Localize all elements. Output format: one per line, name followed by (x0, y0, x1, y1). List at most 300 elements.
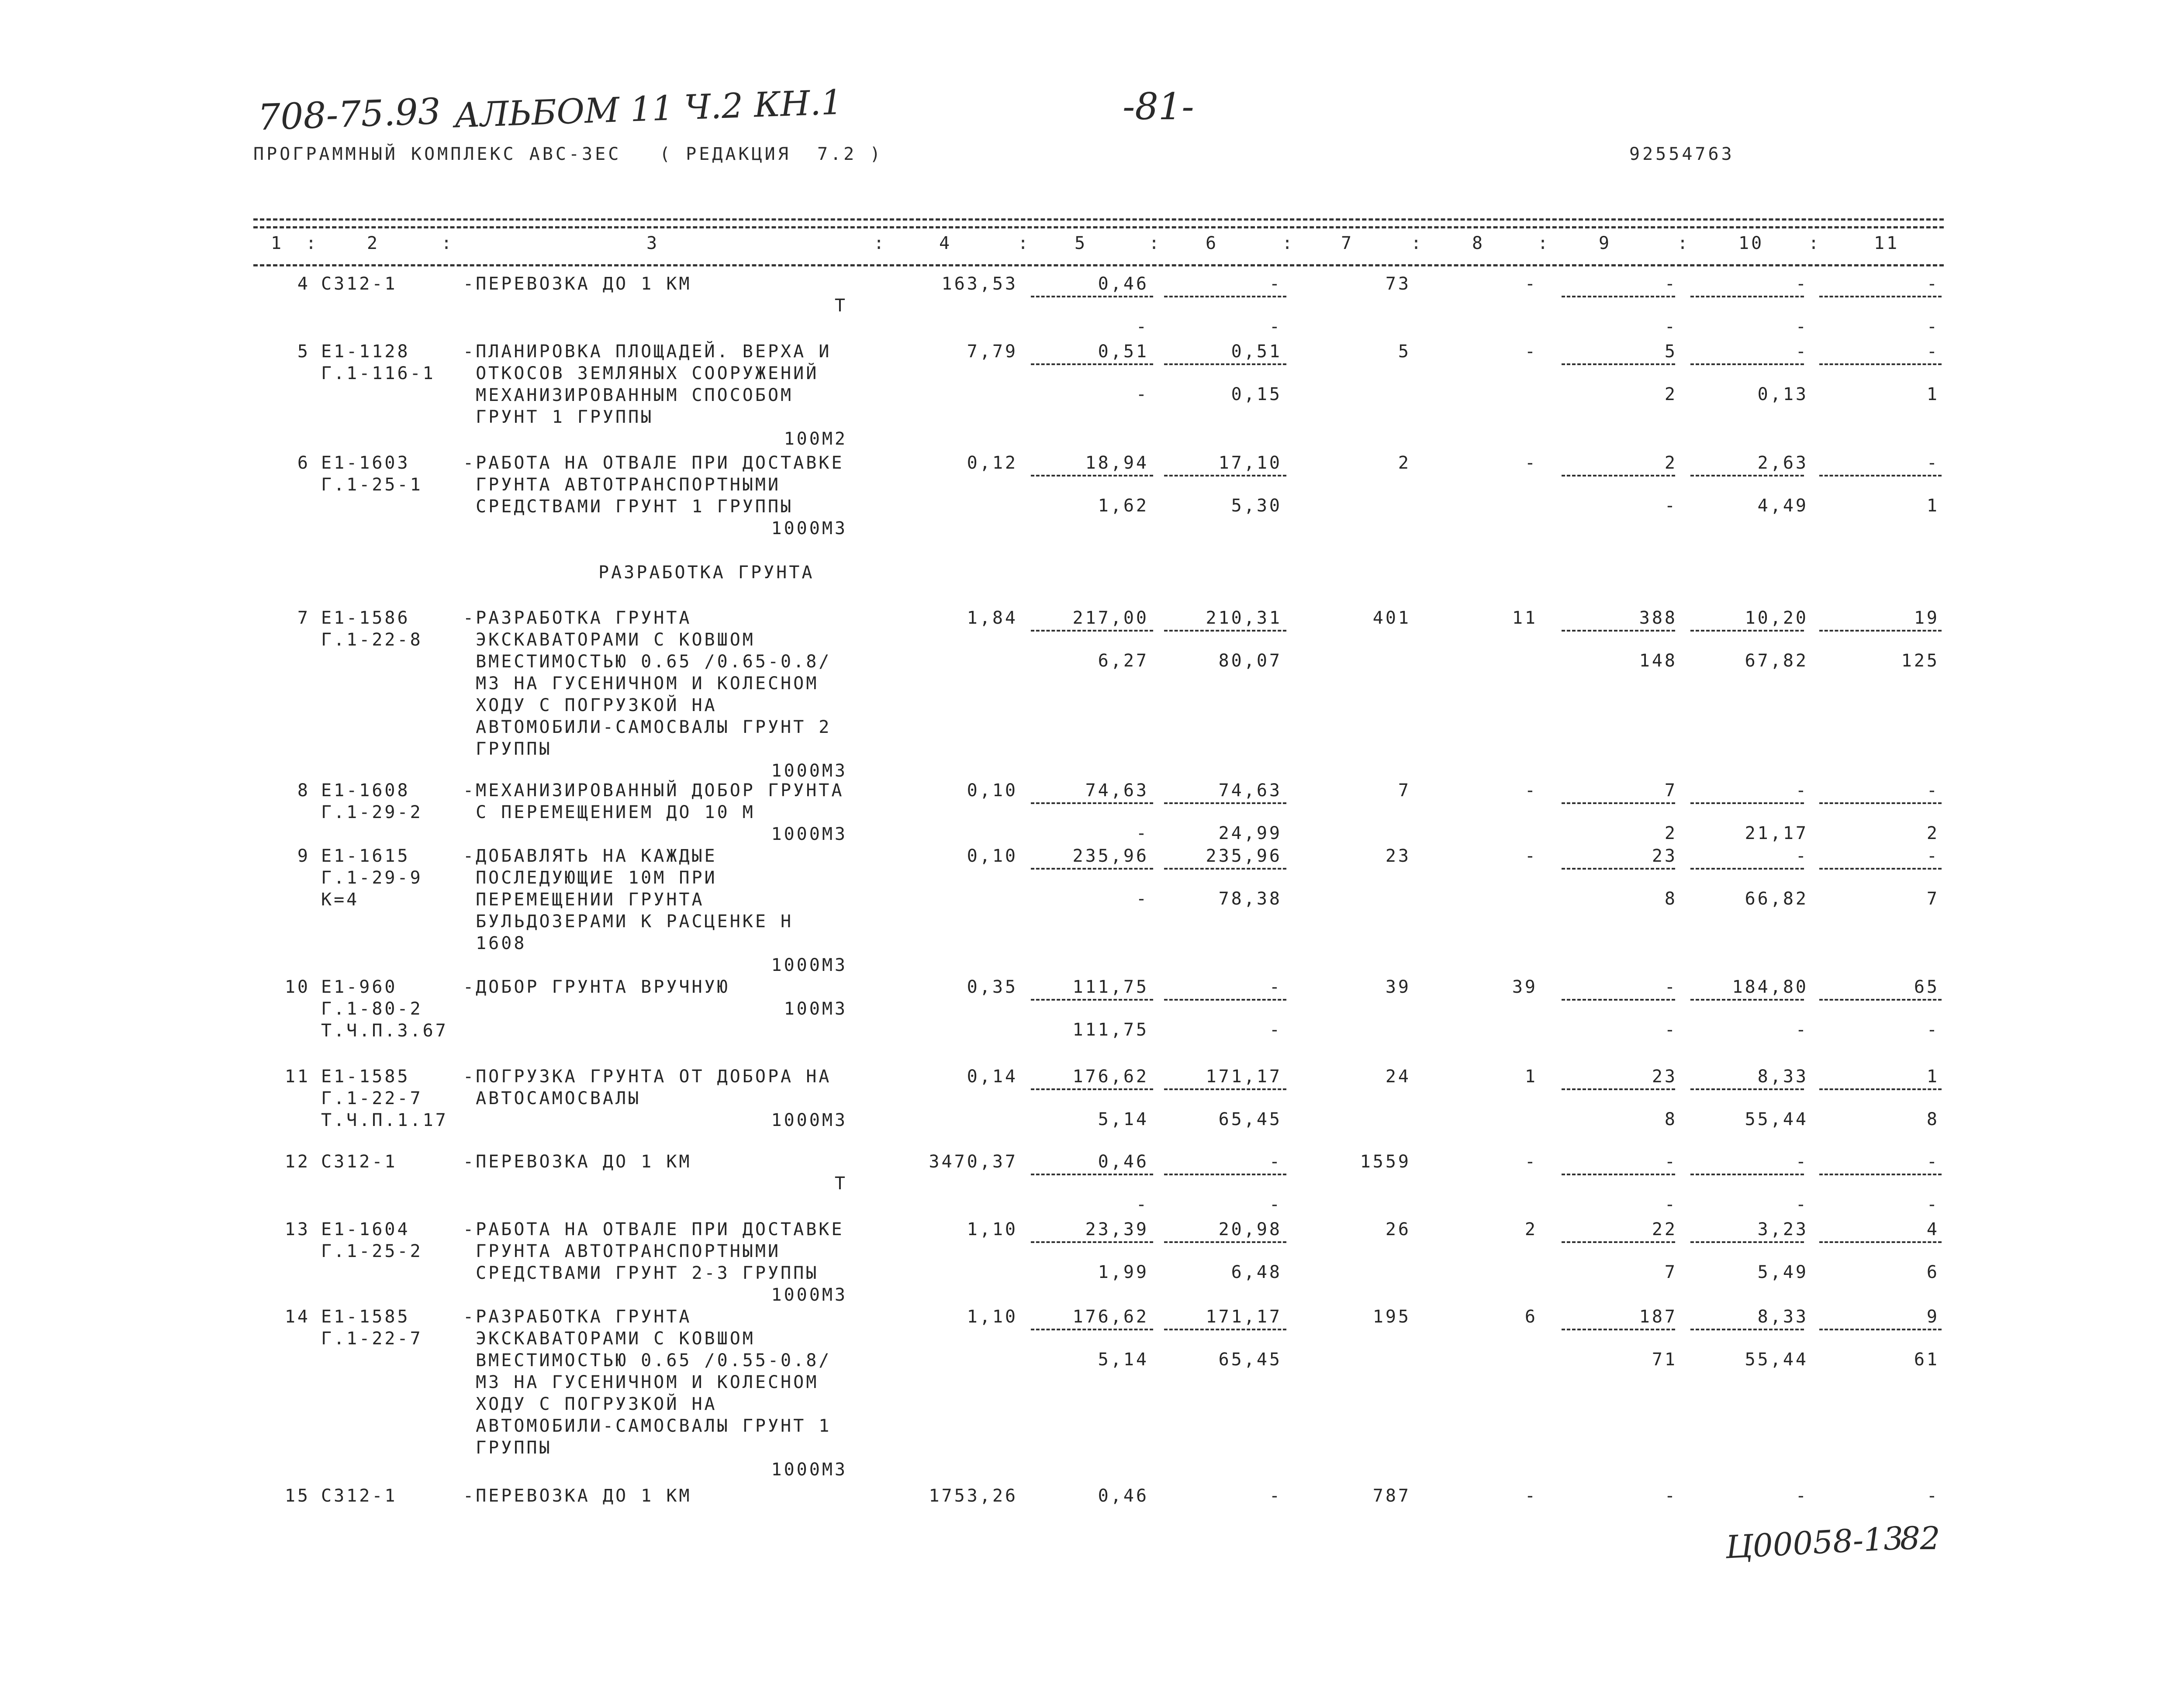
value-cell-col11: - (1926, 1152, 1939, 1172)
value-cell-col5: 23,39 (1085, 1219, 1149, 1240)
norm-code: Г.1-22-7 (321, 1088, 423, 1108)
cell-divider (1164, 296, 1286, 297)
value-cell-col9-lower: 2 (1664, 384, 1677, 404)
value-cell-col6: - (1269, 977, 1282, 997)
work-description-line: -РАБОТА НА ОТВАЛЕ ПРИ ДОСТАВКЕ (463, 453, 844, 473)
norm-code: Г.1-116-1 (321, 363, 435, 383)
value-cell-col8: 11 (1512, 608, 1538, 628)
value-cell-col11-lower: 61 (1914, 1350, 1939, 1370)
value-cell-col7: 7 (1398, 780, 1411, 801)
cell-divider (1031, 802, 1153, 804)
work-description-line: -МЕХАНИЗИРОВАННЫЙ ДОБОР ГРУНТА (463, 780, 844, 801)
value-cell-col7: 401 (1372, 608, 1411, 628)
unit-of-measure: 1000М3 (771, 761, 847, 781)
value-cell-col9: 23 (1652, 1067, 1677, 1087)
value-cell-col6-lower: 0,15 (1231, 384, 1282, 404)
cell-divider (1164, 630, 1286, 632)
unit-of-measure: 1000М3 (771, 1285, 847, 1305)
value-cell-col10: 8,33 (1757, 1067, 1808, 1087)
value-cell-col5: 0,46 (1098, 1152, 1149, 1172)
unit-of-measure: 1000М3 (771, 1460, 847, 1480)
work-description-line: ХОДУ С ПОГРУЗКОЙ НА (463, 1394, 717, 1414)
work-description-line: ВМЕСТИМОСТЬЮ 0.65 /0.65-0.8/ (463, 652, 832, 672)
quantity-cell: 163,53 (941, 274, 1018, 294)
value-cell-col9: 5 (1664, 342, 1677, 362)
cell-divider (1031, 630, 1153, 632)
norm-code: Г.1-29-2 (321, 802, 423, 822)
work-description-line: ГРУНТ 1 ГРУППЫ (463, 407, 654, 427)
value-cell-col11-lower: - (1926, 317, 1939, 337)
value-cell-col5-lower: 1,62 (1098, 496, 1149, 516)
value-cell-col6: 74,63 (1218, 780, 1282, 801)
row-number: 15 (284, 1486, 310, 1506)
value-cell-col11-lower: 7 (1926, 889, 1939, 909)
cell-divider (1562, 1088, 1675, 1090)
unit-of-measure: Т (834, 296, 847, 316)
value-cell-col11-lower: 2 (1926, 823, 1939, 843)
value-cell-col7: 787 (1372, 1486, 1411, 1506)
row-number: 8 (297, 780, 310, 801)
cell-divider (1819, 363, 1942, 365)
value-cell-col8: 6 (1524, 1307, 1538, 1327)
work-description-line: 1608 (463, 933, 527, 953)
table-top-rule (253, 218, 1944, 221)
norm-code: Т.Ч.П.1.17 (321, 1110, 448, 1130)
value-cell-col8: - (1524, 846, 1538, 866)
value-cell-col9: 2 (1664, 453, 1677, 473)
value-cell-col11-lower: 1 (1926, 384, 1939, 404)
value-cell-col11-lower: 8 (1926, 1109, 1939, 1129)
handwritten-stamp-code: Ц00058-13 (1724, 1519, 1904, 1566)
cell-divider (1690, 363, 1804, 365)
value-cell-col6-lower: 78,38 (1218, 889, 1282, 909)
work-description-line: ГРУППЫ (463, 739, 552, 759)
value-cell-col5: 0,46 (1098, 1486, 1149, 1506)
value-cell-col10-lower: - (1795, 1020, 1808, 1040)
value-cell-col5-lower: - (1136, 317, 1149, 337)
work-description-line: -РАБОТА НА ОТВАЛЕ ПРИ ДОСТАВКЕ (463, 1219, 844, 1240)
value-cell-col10: 3,23 (1757, 1219, 1808, 1240)
value-cell-col6: - (1269, 274, 1282, 294)
value-cell-col7: 195 (1372, 1307, 1411, 1327)
work-description-line: АВТОМОБИЛИ-САМОСВАЛЫ ГРУНТ 1 (463, 1416, 832, 1436)
cell-divider (1690, 802, 1804, 804)
cell-divider (1819, 475, 1942, 477)
work-description-line: ВМЕСТИМОСТЬЮ 0.65 /0.55-0.8/ (463, 1350, 832, 1371)
column-separator: : (441, 233, 454, 253)
value-cell-col10-lower: 66,82 (1745, 889, 1808, 909)
value-cell-col10-lower: - (1795, 317, 1808, 337)
column-separator: : (1538, 233, 1551, 253)
cell-divider (1164, 1174, 1286, 1175)
work-description-line: -РАЗРАБОТКА ГРУНТА (463, 1307, 692, 1327)
cell-divider (1031, 1329, 1153, 1330)
value-cell-col10: 8,33 (1757, 1307, 1808, 1327)
value-cell-col11-lower: 1 (1926, 496, 1939, 516)
cell-divider (1819, 1241, 1942, 1243)
table-top-rule-2 (253, 226, 1944, 228)
value-cell-col7: 24 (1385, 1067, 1411, 1087)
row-number: 12 (284, 1152, 310, 1172)
value-cell-col7: 73 (1385, 274, 1411, 294)
value-cell-col6-lower: 65,45 (1218, 1350, 1282, 1370)
quantity-cell: 0,35 (967, 977, 1018, 997)
cell-divider (1690, 999, 1804, 1001)
column-header-4: 4 (939, 233, 952, 253)
cell-divider (1819, 1174, 1942, 1175)
cell-divider (1690, 1329, 1804, 1330)
value-cell-col5-lower: 1,99 (1098, 1262, 1149, 1282)
value-cell-col10-lower: 5,49 (1757, 1262, 1808, 1282)
value-cell-col9-lower: 71 (1652, 1350, 1677, 1370)
row-number: 13 (284, 1219, 310, 1240)
work-description-line: АВТОСАМОСВАЛЫ (463, 1088, 641, 1108)
cell-divider (1690, 1241, 1804, 1243)
cell-divider (1819, 1329, 1942, 1330)
value-cell-col5: 0,51 (1098, 342, 1149, 362)
cell-divider (1164, 475, 1286, 477)
column-header-9: 9 (1599, 233, 1612, 253)
norm-code: Г.1-25-2 (321, 1241, 423, 1261)
column-header-row (0, 232, 2184, 259)
cell-divider (1819, 1088, 1942, 1090)
work-description-line: М3 НА ГУСЕНИЧНОМ И КОЛЕСНОМ (463, 673, 819, 694)
row-number: 14 (284, 1307, 310, 1327)
value-cell-col7: 23 (1385, 846, 1411, 866)
value-cell-col8: - (1524, 780, 1538, 801)
value-cell-col9-lower: - (1664, 317, 1677, 337)
value-cell-col5: 74,63 (1085, 780, 1149, 801)
work-description-line: -ПЛАНИРОВКА ПЛОЩАДЕЙ. ВЕРХА И (463, 342, 832, 362)
quantity-cell: 1,10 (967, 1219, 1018, 1240)
value-cell-col6: 171,17 (1206, 1067, 1282, 1087)
row-number: 9 (297, 846, 310, 866)
value-cell-col9: - (1664, 1152, 1677, 1172)
norm-code: Е1-1586 (321, 608, 410, 628)
value-cell-col5-lower: 111,75 (1072, 1020, 1149, 1040)
edition: ( РЕДАКЦИЯ 7.2 ) (660, 144, 883, 164)
unit-of-measure: 1000М3 (771, 955, 847, 975)
quantity-cell: 1753,26 (929, 1486, 1018, 1506)
row-number: 7 (297, 608, 310, 628)
value-cell-col11: 65 (1914, 977, 1939, 997)
cell-divider (1164, 1329, 1286, 1330)
work-description-line: ПОСЛЕДУЮЩИЕ 10М ПРИ (463, 868, 717, 888)
cell-divider (1562, 630, 1675, 632)
document-number: 92554763 (1629, 144, 1735, 164)
value-cell-col8: - (1524, 1152, 1538, 1172)
cell-divider (1164, 1241, 1286, 1243)
value-cell-col11: - (1926, 780, 1939, 801)
cell-divider (1819, 802, 1942, 804)
value-cell-col5-lower: 5,14 (1098, 1109, 1149, 1129)
value-cell-col10-lower: 67,82 (1745, 651, 1808, 671)
norm-code: Г.1-29-9 (321, 868, 423, 888)
cell-divider (1690, 1174, 1804, 1175)
value-cell-col10: - (1795, 342, 1808, 362)
value-cell-col5: 0,46 (1098, 274, 1149, 294)
work-description-line: М3 НА ГУСЕНИЧНОМ И КОЛЕСНОМ (463, 1372, 819, 1392)
value-cell-col10-lower: 55,44 (1745, 1350, 1808, 1370)
quantity-cell: 7,79 (967, 342, 1018, 362)
norm-code: С312-1 (321, 1486, 397, 1506)
value-cell-col6-lower: 65,45 (1218, 1109, 1282, 1129)
program-name: ПРОГРАММНЫЙ КОМПЛЕКС АВС-3ЕС (253, 144, 622, 164)
value-cell-col11-lower: - (1926, 1195, 1939, 1215)
value-cell-col11: 19 (1914, 608, 1939, 628)
value-cell-col7: 39 (1385, 977, 1411, 997)
column-header-3: 3 (646, 233, 660, 253)
column-header-11: 11 (1874, 233, 1900, 253)
value-cell-col5-lower: - (1136, 1195, 1149, 1215)
norm-code: Е1-1603 (321, 453, 410, 473)
cell-divider (1562, 296, 1675, 297)
value-cell-col7: 2 (1398, 453, 1411, 473)
handwritten-page-number: -81- (1123, 85, 1194, 128)
norm-code: Г.1-80-2 (321, 999, 423, 1019)
cell-divider (1690, 630, 1804, 632)
quantity-cell: 0,10 (967, 846, 1018, 866)
norm-code: Е1-1604 (321, 1219, 410, 1240)
column-separator: : (874, 233, 887, 253)
column-separator: : (1282, 233, 1295, 253)
value-cell-col10-lower: 4,49 (1757, 496, 1808, 516)
value-cell-col5-lower: 5,14 (1098, 1350, 1149, 1370)
cell-divider (1819, 868, 1942, 870)
value-cell-col9: - (1664, 274, 1677, 294)
value-cell-col6-lower: 80,07 (1218, 651, 1282, 671)
handwritten-album: АЛЬБОМ 11 Ч.2 КН.1 (453, 83, 843, 136)
unit-of-measure: Т (834, 1174, 847, 1194)
value-cell-col9-lower: - (1664, 496, 1677, 516)
work-description-line: -ПЕРЕВОЗКА ДО 1 КМ (463, 1152, 692, 1172)
value-cell-col8: 1 (1524, 1067, 1538, 1087)
value-cell-col11: 4 (1926, 1219, 1939, 1240)
value-cell-col9: 22 (1652, 1219, 1677, 1240)
column-separator: : (1808, 233, 1821, 253)
value-cell-col11-lower: 125 (1901, 651, 1939, 671)
value-cell-col9-lower: 8 (1664, 889, 1677, 909)
cell-divider (1690, 296, 1804, 297)
value-cell-col10: - (1795, 846, 1808, 866)
work-description-line: -ПЕРЕВОЗКА ДО 1 КМ (463, 274, 692, 294)
value-cell-col5-lower: - (1136, 823, 1149, 843)
value-cell-col6-lower: - (1269, 1195, 1282, 1215)
row-number: 4 (297, 274, 310, 294)
value-cell-col10: 2,63 (1757, 453, 1808, 473)
cell-divider (1562, 1174, 1675, 1175)
value-cell-col9-lower: 2 (1664, 823, 1677, 843)
cell-divider (1562, 868, 1675, 870)
value-cell-col9-lower: - (1664, 1195, 1677, 1215)
value-cell-col5-lower: - (1136, 889, 1149, 909)
quantity-cell: 3470,37 (929, 1152, 1018, 1172)
value-cell-col9: - (1664, 977, 1677, 997)
value-cell-col6: - (1269, 1486, 1282, 1506)
quantity-cell: 0,12 (967, 453, 1018, 473)
work-description-line: С ПЕРЕМЕЩЕНИЕМ ДО 10 М (463, 802, 755, 822)
unit-of-measure: 1000М3 (771, 824, 847, 844)
column-header-6: 6 (1206, 233, 1219, 253)
value-cell-col11: - (1926, 1486, 1939, 1506)
value-cell-col6: 20,98 (1218, 1219, 1282, 1240)
cell-divider (1562, 1329, 1675, 1330)
value-cell-col5: 18,94 (1085, 453, 1149, 473)
cell-divider (1819, 296, 1942, 297)
column-header-7: 7 (1341, 233, 1354, 253)
value-cell-col5: 111,75 (1072, 977, 1149, 997)
value-cell-col11: 9 (1926, 1307, 1939, 1327)
work-description-line: ПЕРЕМЕЩЕНИИ ГРУНТА (463, 890, 705, 910)
unit-of-measure: 100М2 (784, 429, 847, 449)
column-separator: : (1677, 233, 1690, 253)
value-cell-col9-lower: 8 (1664, 1109, 1677, 1129)
value-cell-col10-lower: 55,44 (1745, 1109, 1808, 1129)
column-header-10: 10 (1738, 233, 1764, 253)
work-description-line: ГРУНТА АВТОТРАНСПОРТНЫМИ (463, 1241, 781, 1261)
column-separator: : (1149, 233, 1162, 253)
value-cell-col6: 210,31 (1206, 608, 1282, 628)
cell-divider (1562, 999, 1675, 1001)
value-cell-col10: - (1795, 1486, 1808, 1506)
cell-divider (1031, 999, 1153, 1001)
unit-of-measure: 1000М3 (771, 1110, 847, 1130)
norm-code: Г.1-25-1 (321, 475, 423, 495)
value-cell-col11: - (1926, 846, 1939, 866)
handwritten-doc-code: 708-75.93 (257, 90, 442, 139)
value-cell-col7: 1559 (1360, 1152, 1411, 1172)
row-number: 11 (284, 1067, 310, 1087)
column-header-5: 5 (1075, 233, 1088, 253)
value-cell-col11: - (1926, 274, 1939, 294)
value-cell-col8: 39 (1512, 977, 1538, 997)
value-cell-col6-lower: - (1269, 317, 1282, 337)
value-cell-col6: 235,96 (1206, 846, 1282, 866)
norm-code: Е1-960 (321, 977, 397, 997)
value-cell-col5: 176,62 (1072, 1067, 1149, 1087)
value-cell-col10: 10,20 (1745, 608, 1808, 628)
value-cell-col7: 5 (1398, 342, 1411, 362)
quantity-cell: 0,10 (967, 780, 1018, 801)
work-description-line: ГРУППЫ (463, 1438, 552, 1458)
column-header-1: 1 (271, 233, 284, 253)
work-description-line: БУЛЬДОЗЕРАМИ К РАСЦЕНКЕ Н (463, 912, 794, 932)
value-cell-col8: 2 (1524, 1219, 1538, 1240)
value-cell-col6: 17,10 (1218, 453, 1282, 473)
row-number: 10 (284, 977, 310, 997)
cell-divider (1690, 475, 1804, 477)
work-description-line: ХОДУ С ПОГРУЗКОЙ НА (463, 695, 717, 715)
work-description-line: -ДОБОР ГРУНТА ВРУЧНУЮ (463, 977, 730, 997)
cell-divider (1031, 475, 1153, 477)
work-description-line: ГРУНТА АВТОТРАНСПОРТНЫМИ (463, 475, 781, 495)
value-cell-col11-lower: - (1926, 1020, 1939, 1040)
quantity-cell: 1,84 (967, 608, 1018, 628)
work-description-line: ЭКСКАВАТОРАМИ С КОВШОМ (463, 1329, 755, 1349)
work-description-line: ОТКОСОВ ЗЕМЛЯНЫХ СООРУЖЕНИЙ (463, 363, 819, 383)
value-cell-col10: 184,80 (1732, 977, 1808, 997)
value-cell-col10-lower: - (1795, 1195, 1808, 1215)
value-cell-col5-lower: - (1136, 384, 1149, 404)
work-description-line: -ПОГРУЗКА ГРУНТА ОТ ДОБОРА НА (463, 1067, 832, 1087)
work-description-line: МЕХАНИЗИРОВАННЫМ СПОСОБОМ (463, 385, 794, 405)
value-cell-col9-lower: 7 (1664, 1262, 1677, 1282)
cell-divider (1031, 363, 1153, 365)
unit-of-measure: 1000М3 (771, 518, 847, 539)
value-cell-col5: 235,96 (1072, 846, 1149, 866)
value-cell-col8: - (1524, 453, 1538, 473)
value-cell-col8: - (1524, 342, 1538, 362)
value-cell-col6: 0,51 (1231, 342, 1282, 362)
value-cell-col9: 23 (1652, 846, 1677, 866)
cell-divider (1164, 868, 1286, 870)
cell-divider (1819, 999, 1942, 1001)
column-header-2: 2 (367, 233, 380, 253)
work-description-line: СРЕДСТВАМИ ГРУНТ 2-3 ГРУППЫ (463, 1263, 819, 1283)
value-cell-col10-lower: 0,13 (1757, 384, 1808, 404)
table-header-rule (253, 264, 1944, 266)
cell-divider (1031, 1241, 1153, 1243)
cell-divider (1031, 1174, 1153, 1175)
value-cell-col9: 187 (1639, 1307, 1677, 1327)
value-cell-col7: 26 (1385, 1219, 1411, 1240)
cell-divider (1562, 475, 1675, 477)
value-cell-col11: - (1926, 453, 1939, 473)
value-cell-col8: - (1524, 1486, 1538, 1506)
cell-divider (1164, 363, 1286, 365)
column-header-8: 8 (1472, 233, 1485, 253)
value-cell-col9: 7 (1664, 780, 1677, 801)
cell-divider (1819, 630, 1942, 632)
value-cell-col10: - (1795, 780, 1808, 801)
value-cell-col6-lower: 5,30 (1231, 496, 1282, 516)
value-cell-col6: 171,17 (1206, 1307, 1282, 1327)
value-cell-col11: 1 (1926, 1067, 1939, 1087)
cell-divider (1562, 363, 1675, 365)
work-description-line: АВТОМОБИЛИ-САМОСВАЛЫ ГРУНТ 2 (463, 717, 832, 737)
norm-code: С312-1 (321, 1152, 397, 1172)
norm-code: Е1-1585 (321, 1067, 410, 1087)
handwritten-sheet-number: 82 (1900, 1520, 1940, 1557)
norm-code: Е1-1608 (321, 780, 410, 801)
work-description-line: -ПЕРЕВОЗКА ДО 1 КМ (463, 1486, 692, 1506)
value-cell-col10-lower: 21,17 (1745, 823, 1808, 843)
work-description-line: СРЕДСТВАМИ ГРУНТ 1 ГРУППЫ (463, 497, 794, 517)
value-cell-col5: 176,62 (1072, 1307, 1149, 1327)
norm-code: Е1-1128 (321, 342, 410, 362)
norm-code: К=4 (321, 890, 359, 910)
value-cell-col6-lower: 6,48 (1231, 1262, 1282, 1282)
work-description-line: -ДОБАВЛЯТЬ НА КАЖДЫЕ (463, 846, 717, 866)
cell-divider (1562, 1241, 1675, 1243)
column-separator: : (1018, 233, 1031, 253)
norm-code: Т.Ч.П.3.67 (321, 1021, 448, 1041)
value-cell-col10: - (1795, 274, 1808, 294)
value-cell-col10: - (1795, 1152, 1808, 1172)
norm-code: Е1-1615 (321, 846, 410, 866)
value-cell-col8: - (1524, 274, 1538, 294)
cell-divider (1164, 999, 1286, 1001)
cell-divider (1690, 1088, 1804, 1090)
unit-of-measure: 100М3 (784, 999, 847, 1019)
cell-divider (1562, 802, 1675, 804)
column-separator: : (1411, 233, 1424, 253)
value-cell-col5-lower: 6,27 (1098, 651, 1149, 671)
quantity-cell: 0,14 (967, 1067, 1018, 1087)
value-cell-col9-lower: - (1664, 1020, 1677, 1040)
cell-divider (1031, 868, 1153, 870)
value-cell-col6-lower: - (1269, 1020, 1282, 1040)
